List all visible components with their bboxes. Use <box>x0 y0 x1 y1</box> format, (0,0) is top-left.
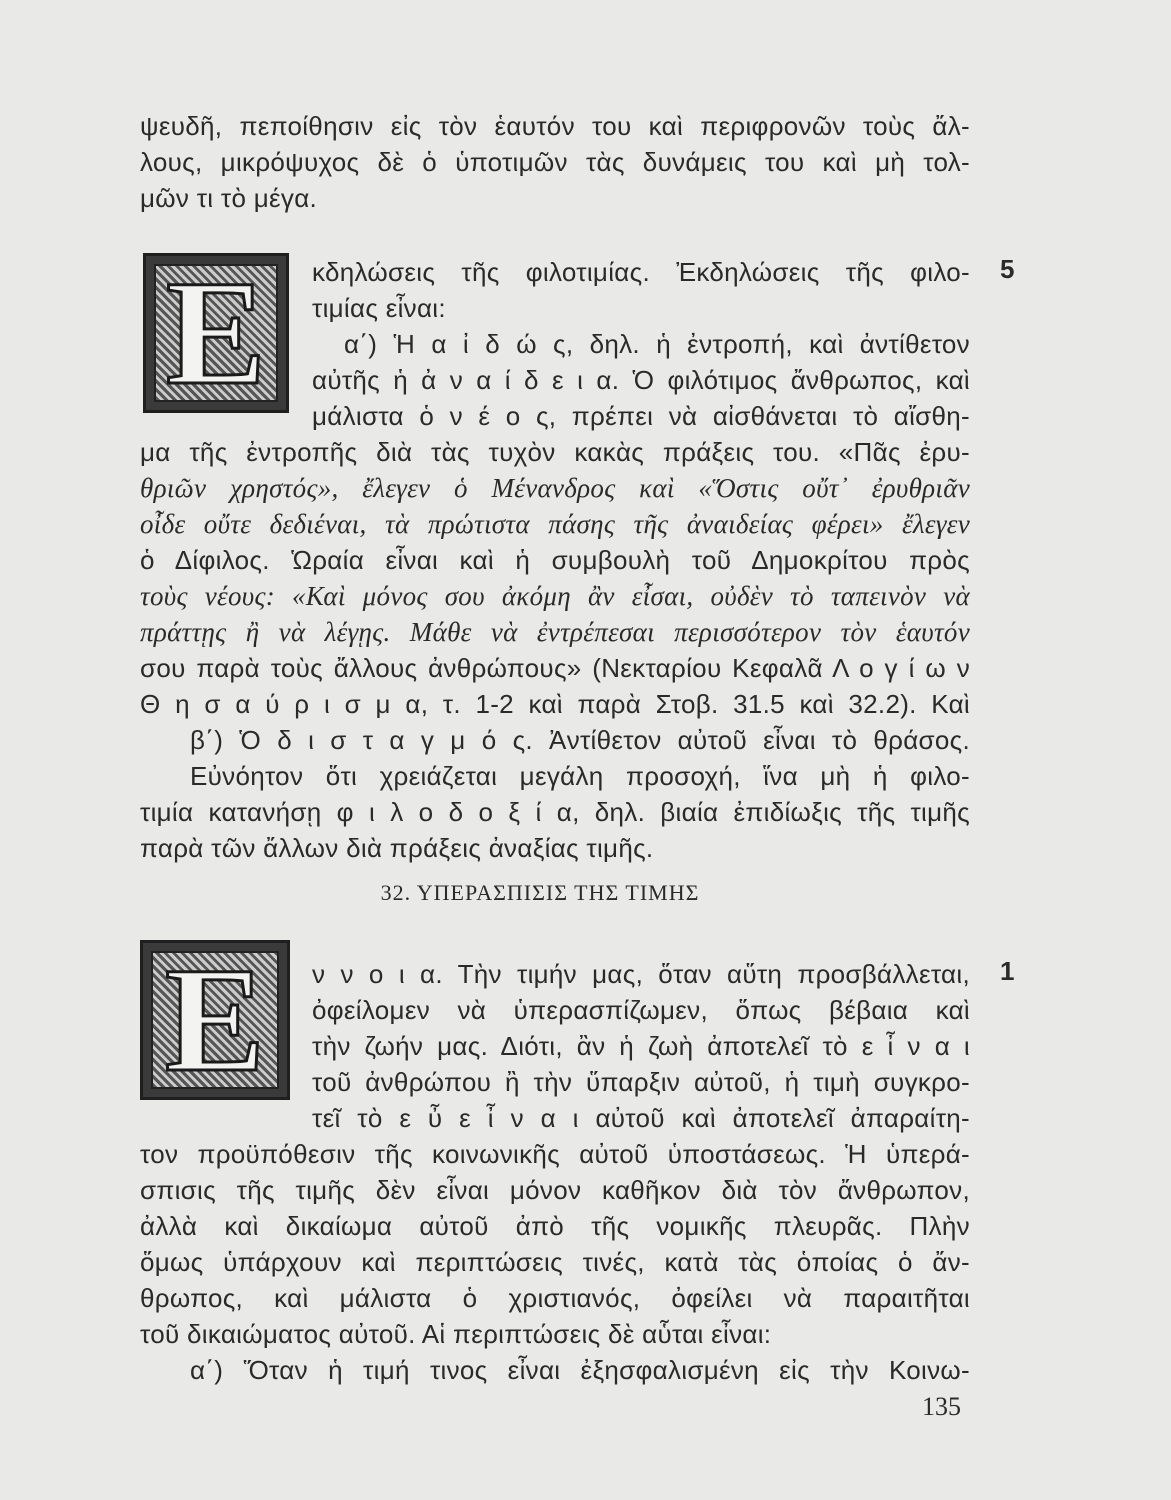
text-line: β΄) Ὁ δ ι σ τ α γ μ ό ς. Ἀντίθετον αὐτοῦ εἶναι τὸ θράσος. <box>190 725 970 755</box>
text-line: παρὰ τῶν ἄλλων διὰ πράξεις ἀναξίας τιμῆς. <box>140 833 654 863</box>
text-line: οἶδε οὔτε δεδιέναι, τὰ πρώτιστα πάσης τῆς ἀναιδείας φέρει» ἔλεγεν <box>140 509 970 539</box>
text-line: ὅμως ὑπάρχουν καὶ περιπτώσεις τινές, κατὰ τὰς ὁποίας ὁ ἄν- <box>140 1247 970 1277</box>
text-line: Θ η σ α ύ ρ ι σ μ α, τ. 1-2 καὶ παρὰ Στοβ. 31.5 καὶ 32.2). Καὶ <box>140 689 970 719</box>
drop-cap-ornament <box>140 937 290 1103</box>
text-line: ὀφείλομεν νὰ ὑπερασπίζωμεν, ὅπως βέβαια καὶ <box>312 995 970 1025</box>
text-line: ν ν ο ι α. Τὴν τιμήν μας, ὅταν αὕτη προσβάλλεται, <box>312 959 970 989</box>
text-line: τὴν ζωήν μας. Διότι, ἂν ἡ ζωὴ ἀποτελεῖ τὸ ε ἶ ν α ι <box>312 1031 970 1061</box>
text-line: λους, μικρόψυχος δὲ ὁ ὑποτιμῶν τὰς δυνάμεις του καὶ μὴ τολ- <box>140 147 970 177</box>
text-line: μάλιστα ὁ ν έ ο ς, πρέπει νὰ αἰσθάνεται τὸ αἴσθη- <box>312 401 970 431</box>
text-line: μα τῆς ἐντροπῆς διὰ τὰς τυχὸν κακὰς πράξεις του. «Πᾶς ἐρυ- <box>140 437 970 467</box>
page-number: 135 <box>922 1392 961 1421</box>
drop-cap-ornament <box>143 250 289 416</box>
text-line: τοὺς νέους: «Καὶ μόνος σου ἀκόμη ἂν εἶσαι, οὐδὲν τὸ ταπεινὸν νὰ <box>140 581 970 611</box>
text-line: θρωπος, καὶ μάλιστα ὁ χριστιανός, ὀφείλει νὰ παραιτῆται <box>140 1283 970 1313</box>
text-line: τεῖ τὸ ε ὖ ε ἶ ν α ι αὐτοῦ καὶ ἀποτελεῖ ἀπαραίτη- <box>312 1103 970 1133</box>
text-line: α΄) Ἡ α ἰ δ ώ ς, δηλ. ἡ ἐντροπή, καὶ ἀντίθετον <box>344 329 970 359</box>
margin-line-number: 5 <box>1000 254 1015 284</box>
text-line: ψευδῆ, πεποίθησιν εἰς τὸν ἑαυτόν του καὶ περιφρονῶν τοὺς ἄλ- <box>140 111 970 141</box>
text-line: Εὐνόητον ὅτι χρειάζεται μεγάλη προσοχή, ἵνα μὴ ἡ φιλο- <box>190 761 970 791</box>
text-line: τιμίας εἶναι: <box>312 293 446 323</box>
text-line: τιμία κατανήσῃ φ ι λ ο δ ο ξ ί α, δηλ. βιαία ἐπιδίωξις τῆς τιμῆς <box>140 797 970 827</box>
text-line: τοῦ δικαιώματος αὐτοῦ. Αἱ περιπτώσεις δὲ αὗται εἶναι: <box>140 1319 772 1349</box>
section-heading: 32. ΥΠΕΡΑΣΠΙΣΙΣ ΤΗΣ ΤΙΜΗΣ <box>380 880 700 905</box>
text-line: πράττῃς ἢ νὰ λέγῃς. Μάθε νὰ ἐντρέπεσαι περισσότερον τὸν ἑαυτόν <box>140 617 970 647</box>
text-line: ὁ Δίφιλος. Ὡραία εἶναι καὶ ἡ συμβουλὴ τοῦ Δημοκρίτου πρὸς <box>140 545 970 575</box>
margin-line-number: 1 <box>1000 956 1015 986</box>
text-line: α΄) Ὅταν ἡ τιμή τινος εἶναι ἐξησφαλισμένη εἰς τὴν Κοινω- <box>190 1355 970 1385</box>
text-line: αὐτῆς ἡ ἀ ν α ί δ ε ι α. Ὁ φιλότιμος ἄνθρωπος, καὶ <box>312 365 970 395</box>
text-line: τον προϋπόθεσιν τῆς κοινωνικῆς αὐτοῦ ὑποστάσεως. Ἡ ὑπερά- <box>140 1139 970 1169</box>
text-line: θριῶν χρηστός», ἔλεγεν ὁ Μένανδρος καὶ «Ὅστις οὔτ᾽ ἐρυθριᾶν <box>140 473 970 503</box>
text-line: κδηλώσεις τῆς φιλοτιμίας. Ἐκδηλώσεις τῆς φιλο- <box>312 257 970 287</box>
text-line: σπισις τῆς τιμῆς δὲν εἶναι μόνον καθῆκον διὰ τὸν ἄνθρωπον, <box>140 1175 970 1205</box>
drop-cap-letter: E <box>165 250 267 416</box>
text-line: μῶν τι τὸ μέγα. <box>140 183 318 213</box>
text-line: ἀλλὰ καὶ δικαίωμα αὐτοῦ ἀπὸ τῆς νομικῆς πλευρᾶς. Πλὴν <box>140 1211 970 1241</box>
text-line: τοῦ ἀνθρώπου ἢ τὴν ὕπαρξιν αὐτοῦ, ἡ τιμὴ συγκρο- <box>312 1067 970 1097</box>
drop-cap-letter: E <box>164 937 266 1103</box>
text-line: σου παρὰ τοὺς ἄλλους ἀνθρώπους» (Νεκταρίου Κεφαλᾶ Λ ο γ ί ω ν <box>140 653 970 683</box>
